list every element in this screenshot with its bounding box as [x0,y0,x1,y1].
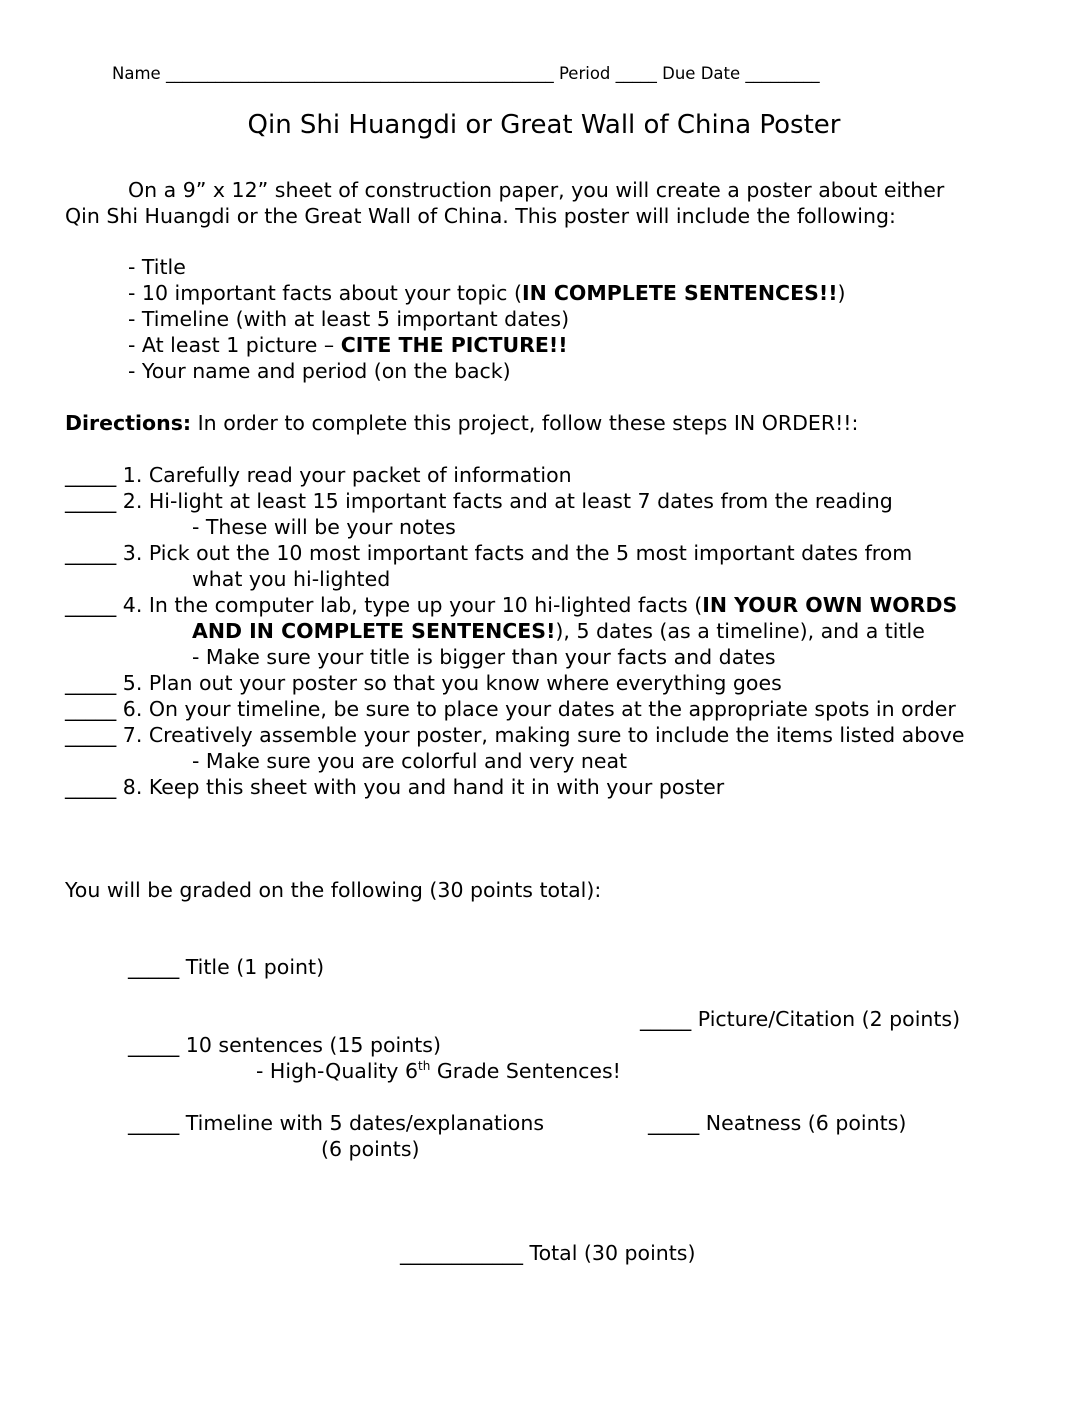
grading-intro: You will be graded on the following (30 points total): [65,878,602,902]
grade-sentences-sub-text-2: Grade Sentences! [430,1059,621,1083]
step-3-checkbox[interactable]: _____ [65,541,117,565]
requirement-picture-text: - At least 1 picture – [128,333,341,357]
step-5-checkbox[interactable]: _____ [65,671,117,695]
grade-sentences-blank[interactable]: _____ [128,1033,180,1057]
requirement-facts-close: ) [837,281,846,305]
requirement-facts [128,281,846,305]
step-4-text-2: ), 5 dates (as a timeline), and a title [555,619,925,643]
grade-timeline-text: Timeline with 5 dates/explanations [185,1111,545,1135]
grade-sentences-sub-text: - High-Quality 6 [256,1059,418,1083]
step-5-text: 5. Plan out your poster so that you know where everything goes [122,671,782,695]
grade-picture-text: Picture/Citation (2 points) [697,1007,961,1031]
step-6-text: 6. On your timeline, be sure to place your dates at the appropriate spots in order [122,697,956,721]
step-6-checkbox[interactable]: _____ [65,697,117,721]
due-date-label: Due Date [662,64,741,83]
step-4-sub: - Make sure your title is bigger than your facts and dates [192,645,776,669]
step-8 [65,775,724,799]
step-7-sub: - Make sure you are colorful and very neat [192,749,628,773]
step-4-emphasis: IN YOUR OWN WORDS [702,593,958,617]
step-2-sub: - These will be your notes [192,515,456,539]
requirement-timeline: - Timeline (with at least 5 important dates) [128,307,570,331]
requirement-name: - Your name and period (on the back) [128,359,511,383]
intro-line-1: On a 9” x 12” sheet of construction paper, you will create a poster about either [128,178,945,202]
grade-title [128,955,324,979]
intro-line-2: Qin Shi Huangdi or the Great Wall of China. This poster will include the following: [65,204,896,228]
grade-total-text: Total (30 points) [529,1241,696,1265]
step-8-text: 8. Keep this sheet with you and hand it in with your poster [122,775,725,799]
name-blank[interactable]: _______________________________________________ [165,64,554,83]
grade-total [400,1241,695,1265]
due-date-blank[interactable]: _________ [745,64,820,83]
grade-total-blank[interactable]: ____________ [400,1241,523,1265]
page-title: Qin Shi Huangdi or Great Wall of China Poster [247,110,841,140]
requirement-facts-text: - 10 important facts about your topic ( [128,281,522,305]
step-7-text: 7. Creatively assemble your poster, making sure to include the items listed above [122,723,965,747]
requirement-facts-emphasis: IN COMPLETE SENTENCES!! [521,281,838,305]
grade-picture [640,1007,960,1031]
step-7 [65,723,965,747]
grade-neatness [648,1111,906,1135]
requirement-picture-emphasis: CITE THE PICTURE!! [340,333,568,357]
grade-sentences-sub [256,1059,621,1083]
grade-timeline-points: (6 points) [321,1137,420,1161]
grade-title-text: Title (1 point) [185,955,325,979]
directions [65,411,858,435]
step-7-checkbox[interactable]: _____ [65,723,117,747]
step-2-text: 2. Hi-light at least 15 important facts and at least 7 dates from the reading [122,489,893,513]
step-3-text: 3. Pick out the 10 most important facts and the 5 most important dates from [122,541,913,565]
step-1-checkbox[interactable]: _____ [65,463,117,487]
step-6 [65,697,956,721]
name-label: Name [112,64,161,83]
step-2 [65,489,893,513]
directions-text: In order to complete this project, follow these steps IN ORDER!!: [191,411,859,435]
step-5 [65,671,782,695]
grade-timeline [128,1111,544,1135]
step-4-text: 4. In the computer lab, type up your 10 hi-lighted facts ( [122,593,703,617]
step-4-checkbox[interactable]: _____ [65,593,117,617]
directions-label: Directions: [65,411,192,435]
grade-sentences [128,1033,441,1057]
step-3 [65,541,912,565]
grade-timeline-blank[interactable]: _____ [128,1111,180,1135]
grade-neatness-blank[interactable]: _____ [648,1111,700,1135]
step-1 [65,463,572,487]
step-4-continued [192,619,925,643]
requirement-picture [128,333,568,357]
step-8-checkbox[interactable]: _____ [65,775,117,799]
name-line [112,64,820,83]
grade-title-blank[interactable]: _____ [128,955,180,979]
period-blank[interactable]: _____ [615,64,657,83]
step-4-emphasis-2: AND IN COMPLETE SENTENCES! [192,619,556,643]
period-label: Period [558,64,611,83]
grade-picture-blank[interactable]: _____ [640,1007,692,1031]
step-3-continued: what you hi-lighted [192,567,391,591]
requirement-title: - Title [128,255,186,279]
grade-neatness-text: Neatness (6 points) [705,1111,907,1135]
step-4 [65,593,957,617]
step-2-checkbox[interactable]: _____ [65,489,117,513]
step-1-text: 1. Carefully read your packet of information [122,463,572,487]
grade-sentences-sub-sup: th [418,1059,431,1074]
grade-sentences-text: 10 sentences (15 points) [185,1033,441,1057]
